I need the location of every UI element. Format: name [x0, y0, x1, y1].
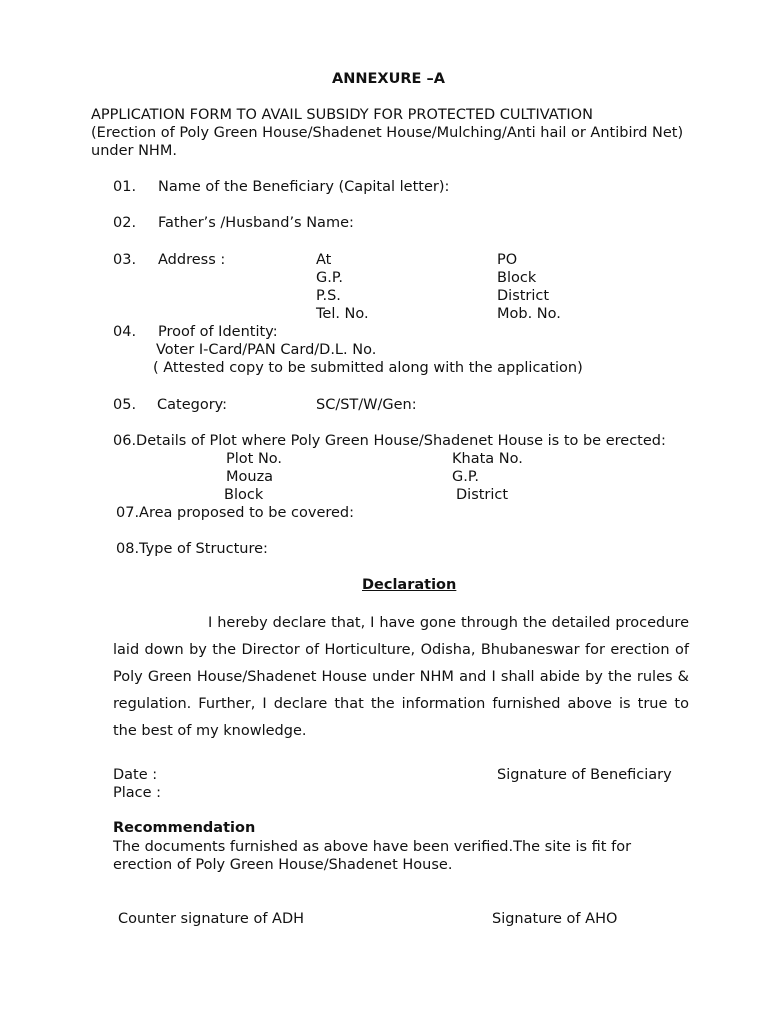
address-field-block: Block: [497, 270, 537, 286]
declaration-paragraph: I hereby declare that, I have gone through the detailed procedure laid down by the Director of Horticulture, Odisha, Bhubaneswar for erection of Poly Green House/Shadenet House under NHM and I shall abide by the rules & regulation. Further, I declare that the information furnished above is true to the best of my knowledge.: [113, 615, 689, 739]
item-03-number: 03.: [113, 252, 137, 268]
address-label: Address :: [158, 252, 226, 268]
address-field-mob: Mob. No.: [497, 306, 561, 322]
declaration-heading: Declaration: [362, 577, 457, 593]
address-field-ps: P.S.: [316, 288, 341, 304]
form-heading-line-1: APPLICATION FORM TO AVAIL SUBSIDY FOR PROTECTED CULTIVATION: [91, 107, 593, 123]
form-heading-line-2: (Erection of Poly Green House/Shadenet House/Mulching/Anti hail or Antibird Net): [91, 125, 684, 141]
category-label: Category:: [157, 397, 228, 413]
place-label: Place :: [113, 785, 162, 801]
father-husband-name-label: Father’s /Husband’s Name:: [158, 215, 354, 231]
proof-of-identity-label: Proof of Identity:: [158, 324, 278, 340]
item-01-number: 01.: [113, 179, 137, 195]
item-04-number: 04.: [113, 324, 137, 340]
aho-signature-label: Signature of AHO: [492, 911, 618, 927]
address-field-district: District: [497, 288, 550, 304]
address-field-at: At: [316, 252, 332, 268]
address-field-gp: G.P.: [316, 270, 343, 286]
identity-documents-list: Voter I-Card/PAN Card/D.L. No.: [156, 342, 377, 358]
attested-copy-note: ( Attested copy to be submitted along with the application): [153, 360, 583, 376]
structure-type-label: 08.Type of Structure:: [116, 541, 268, 557]
declaration-text: [113, 610, 689, 745]
plot-field-district: District: [456, 487, 509, 503]
plot-details-label: 06.Details of Plot where Poly Green House/Shadenet House is to be erected:: [113, 433, 666, 449]
recommendation-line-2: erection of Poly Green House/Shadenet House.: [113, 857, 453, 873]
address-field-po: PO: [497, 252, 518, 268]
date-label: Date :: [113, 767, 158, 783]
plot-field-mouza: Mouza: [226, 469, 274, 485]
beneficiary-signature-label: Signature of Beneficiary: [497, 767, 672, 783]
plot-field-plot-no: Plot No.: [226, 451, 283, 467]
area-proposed-label: 07.Area proposed to be covered:: [116, 505, 355, 521]
item-05-number: 05.: [113, 397, 137, 413]
beneficiary-name-label: Name of the Beneficiary (Capital letter):: [158, 179, 450, 195]
form-heading-line-3: under NHM.: [91, 143, 177, 159]
recommendation-heading: Recommendation: [113, 820, 256, 836]
plot-field-gp: G.P.: [452, 469, 479, 485]
plot-field-block: Block: [224, 487, 264, 503]
plot-field-khata-no: Khata No.: [452, 451, 523, 467]
item-02-number: 02.: [113, 215, 137, 231]
category-options: SC/ST/W/Gen:: [316, 397, 417, 413]
recommendation-line-1: The documents furnished as above have been verified.The site is fit for: [113, 839, 632, 855]
address-field-tel: Tel. No.: [316, 306, 369, 322]
annexure-title: ANNEXURE –A: [332, 71, 445, 87]
adh-counter-signature-label: Counter signature of ADH: [118, 911, 305, 927]
